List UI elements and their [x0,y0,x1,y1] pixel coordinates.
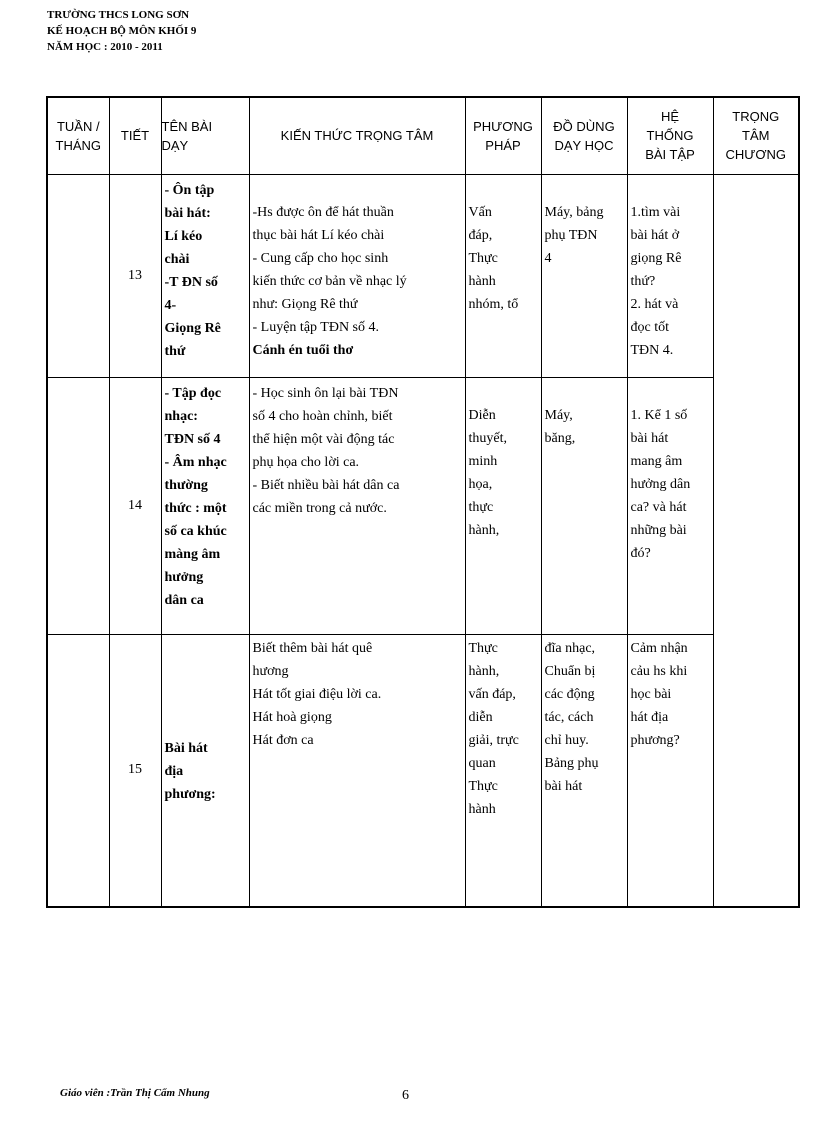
tuan-cell [47,377,109,634]
trong-tam-cell [713,174,799,907]
school-name: TRƯỜNG THCS LONG SƠN [47,9,190,21]
lesson-plan-table [46,96,800,908]
col-phuong-phap: PHƯƠNG PHÁP [465,97,541,174]
phuong-phap-cell: Thực hành, vấn đáp, diễn giải, trực quan Thực hành [465,634,541,907]
tiet-cell: 14 [109,377,161,634]
do-dung-cell: Máy, băng, [541,377,627,634]
he-thong-cell: 1.tìm vài bài hát ở giọng Rê thứ? 2. hát và đọc tốt TĐN 4. [627,174,713,377]
kien-thuc-cell: -Hs được ôn để hát thuần thục bài hát Lí kéo chài - Cung cấp cho học sinh kiến thức cơ bản về nhạc lý như: Giọng Rê thứ - Luyện tập TĐN số 4. Cánh én tuổi thơ [249,174,465,377]
tiet-cell: 15 [109,634,161,907]
kien-thuc-cell: - Học sinh ôn lại bài TĐN số 4 cho hoàn chỉnh, biết thể hiện một vài động tác phụ họa cho lời ca. - Biết nhiều bài hát dân ca các miền trong cả nước. [249,377,465,634]
do-dung-cell: Máy, bảng phụ TĐN 4 [541,174,627,377]
he-thong-cell: 1. Kể 1 số bài hát mang âm hưởng dân ca? và hát những bài đó? [627,377,713,634]
page-number: 6 [402,1088,409,1103]
plan-title: KẾ HOẠCH BỘ MÔN KHỐI 9 [47,25,197,37]
ten-bai-cell: Bài hát địa phương: [161,634,249,907]
tuan-cell [47,634,109,907]
col-do-dung: ĐỒ DÙNG DẠY HỌC [541,97,627,174]
tiet-cell: 13 [109,174,161,377]
tuan-cell [47,174,109,377]
table-row [47,634,799,907]
school-year: NĂM HỌC : 2010 - 2011 [47,41,163,53]
phuong-phap-cell: Vấn đáp, Thực hành nhóm, tổ [465,174,541,377]
teacher-name: Giáo viên :Trần Thị Cẩm Nhung [60,1087,210,1099]
kien-thuc-cell: Biết thêm bài hát quê hương Hát tốt giai điệu lời ca. Hát hoà giọng Hát đơn ca [249,634,465,907]
do-dung-cell: đĩa nhạc, Chuẩn bị các động tác, cách chỉ huy. Bảng phụ bài hát [541,634,627,907]
table-row [47,174,799,377]
header-row [47,97,799,174]
col-tiet: TIẾT [109,97,161,174]
col-tuan-thang: TUẦN / THÁNG [47,97,109,174]
col-kien-thuc: KIẾN THỨC TRỌNG TÂM [249,97,465,174]
ten-bai-cell: - Tập đọc nhạc: TĐN số 4 - Âm nhạc thường thức : một số ca khúc màng âm hưởng dân ca [161,377,249,634]
col-ten-bai-day: TÊN BÀI DẠY [161,97,249,174]
ten-bai-cell: - Ôn tập bài hát: Lí kéo chài -T ĐN số 4- Giọng Rê thứ [161,174,249,377]
phuong-phap-cell: Diễn thuyết, minh họa, thực hành, [465,377,541,634]
he-thong-cell: Cảm nhận cảu hs khi học bài hát địa phương? [627,634,713,907]
table-row [47,377,799,634]
col-trong-tam: TRỌNG TÂM CHƯƠNG [713,97,799,174]
col-he-thong: HỆ THỐNG BÀI TẬP [627,97,713,174]
document-header [47,7,196,55]
